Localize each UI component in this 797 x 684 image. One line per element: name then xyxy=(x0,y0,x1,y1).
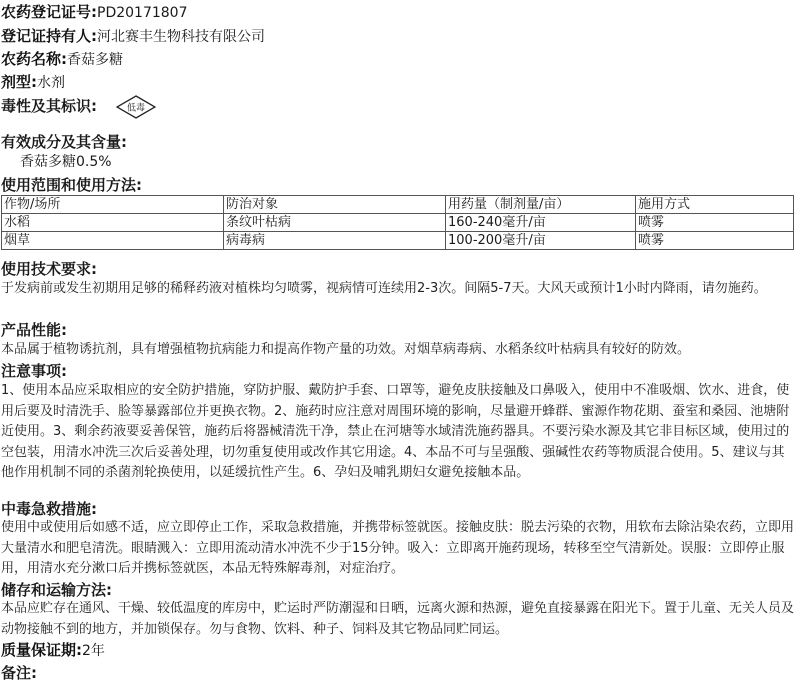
usage-section-label: 使用范围和使用方法: xyxy=(1,176,142,194)
formulation-value: 水剂 xyxy=(37,75,65,91)
warranty-label: 质量保证期: xyxy=(1,641,82,659)
registration-number-label: 农药登记证号: xyxy=(1,3,97,21)
table-row xyxy=(2,214,794,232)
usage-cell-crop: 烟草 xyxy=(2,232,224,250)
usage-table xyxy=(1,195,794,250)
warranty-row xyxy=(1,640,105,661)
product-performance-text: 本品属于植物诱抗剂，具有增强植物抗病能力和提高作物产量的功效。对烟草病毒病、水稻条纹叶枯病具有较好的防效。 xyxy=(1,342,691,357)
storage-text: 本品应贮存在通风、干燥、较低温度的库房中，贮运时严防潮湿和日晒，远离火源和热源，避免直接暴露在阳光下。置于儿童、无关人员及动物接触不到的地方，并加锁保存。勿与食物、饮料、种子、饲料及其它物品同贮同运。 xyxy=(1,601,795,637)
remarks-label: 备注: xyxy=(1,664,37,682)
active-ingredient-label: 有效成分及其含量: xyxy=(1,133,127,151)
active-ingredient-value: 香菇多糖0.5% xyxy=(20,154,112,170)
first-aid-text: 使用中或使用后如感不适，应立即停止工作，采取急救措施，并携带标签就医。接触皮肤：脱去污染的衣物，用软布去除沾染农药，立即用大量清水和肥皂清洗。眼睛溅入：立即用流动清水冲洗不少于15分钟。吸入：立即离开施药现场，转移至空气清新处。误服：立即停止服用，用清水充分漱口后并携标签就医，本品无特殊解毒剂，对症治疗。 xyxy=(1,520,795,576)
technical-requirements-text: 于发病前或发生初期用足够的稀释药液对植株均匀喷雾，视病情可连续用2-3次。间隔5-7天。大风天或预计1小时内降雨，请勿施药。 xyxy=(1,281,767,296)
usage-cell-dosage: 100-200毫升/亩 xyxy=(446,232,636,250)
pesticide-name-label: 农药名称: xyxy=(1,50,67,68)
precautions-label: 注意事项: xyxy=(1,362,67,380)
registration-number-value: PD20171807 xyxy=(97,5,188,21)
usage-header-target: 防治对象 xyxy=(224,196,446,214)
registration-number-row xyxy=(1,2,187,23)
usage-cell-dosage: 160-240毫升/亩 xyxy=(446,214,636,232)
svg-text:低毒: 低毒 xyxy=(126,103,146,114)
formulation-label: 剂型: xyxy=(1,73,37,91)
low-toxicity-diamond-icon xyxy=(116,95,156,119)
holder-row xyxy=(1,26,265,47)
first-aid-label: 中毒急救措施: xyxy=(1,500,97,518)
usage-cell-target: 病毒病 xyxy=(224,232,446,250)
storage-label: 储存和运输方法: xyxy=(1,581,112,599)
usage-cell-method: 喷雾 xyxy=(636,214,794,232)
usage-header-dosage: 用药量（制剂量/亩） xyxy=(446,196,636,214)
precautions-text: 1、使用本品应采取相应的安全防护措施，穿防护服、戴防护手套、口罩等，避免皮肤接触及口鼻吸入，使用中不准吸烟、饮水、进食，使用后要及时清洗手、脸等暴露部位并更换衣物。2、施药时应注意对周围环境的影响，尽量避开蜂群、蜜源作物花期、蚕室和桑园、池塘附近使用。3、剩余药液要妥善保管，施药后将器械清洗干净，禁止在河塘等水域清洗施药器具。不要污染水源及其它非目标区域，使用过的空包装，用清水冲洗三次后妥善处理，切勿重复使用或改作其它用途。4、本品不可与呈强酸、强碱性农药等物质混合使用。5、建议与其他作用机制不同的杀菌剂轮换使用，以延缓抗性产生。6、孕妇及哺乳期妇女避免接触本品。 xyxy=(1,383,790,480)
pesticide-name-value: 香菇多糖 xyxy=(67,52,123,68)
holder-label: 登记证持有人: xyxy=(1,27,97,45)
usage-header-method: 施用方式 xyxy=(636,196,794,214)
warranty-value: 2年 xyxy=(82,643,105,659)
usage-cell-target: 条纹叶枯病 xyxy=(224,214,446,232)
toxicity-label: 毒性及其标识: xyxy=(1,97,97,115)
holder-value: 河北赛丰生物科技有限公司 xyxy=(97,29,265,45)
usage-cell-method: 喷雾 xyxy=(636,232,794,250)
product-performance-label: 产品性能: xyxy=(1,321,67,339)
formulation-row xyxy=(1,72,65,93)
usage-table-header-row xyxy=(2,196,794,214)
usage-header-crop: 作物/场所 xyxy=(2,196,224,214)
usage-cell-crop: 水稻 xyxy=(2,214,224,232)
pesticide-name-row xyxy=(1,49,123,70)
table-row xyxy=(2,232,794,250)
technical-requirements-label: 使用技术要求: xyxy=(1,260,97,278)
